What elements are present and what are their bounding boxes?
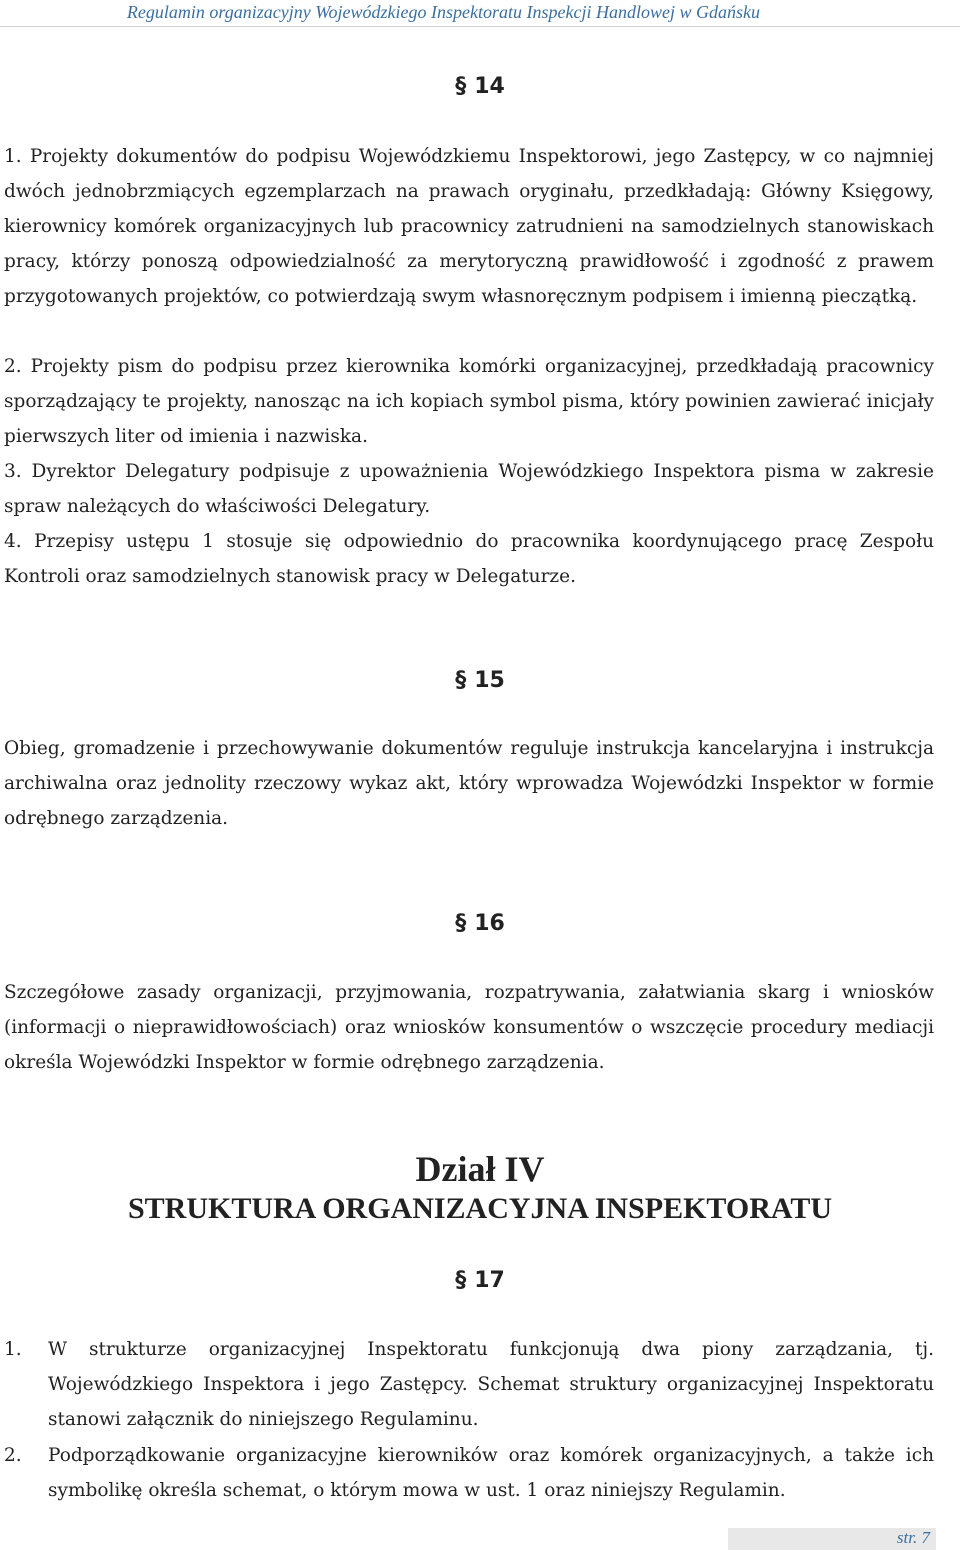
item-text: Projekty pism do podpisu przez kierownika komórki organizacyjnej, przedkładają pracownicy sporządzający te projekty, nanosząc na ich kopiach symbol pisma, który powinien zawierać inicjały pierwszych liter od imienia i nazwiska. xyxy=(4,356,934,447)
section-symbol: § xyxy=(455,911,467,936)
section-number: 16 xyxy=(474,911,505,936)
section-number: 15 xyxy=(474,668,505,693)
item-text: Przepisy ustępu 1 stosuje się odpowiednio do pracownika koordynującego pracę Zespołu Kontroli oraz samodzielnych stanowisk pracy w Delegaturze. xyxy=(4,531,934,587)
section-heading-16 xyxy=(0,911,960,936)
section-symbol: § xyxy=(455,74,467,99)
section-number: 14 xyxy=(474,74,505,99)
section-heading-15 xyxy=(0,668,960,693)
section-symbol: § xyxy=(455,1268,467,1293)
item-number: 1. xyxy=(4,146,22,167)
s14-item-4 xyxy=(4,524,934,594)
s16-paragraph: Szczegółowe zasady organizacji, przyjmowania, rozpatrywania, załatwiania skarg i wniosków (informacji o nieprawidłowościach) oraz wniosków konsumentów o wszczęcie procedury mediacji określa Wojewódzki Inspektor w formie odrębnego zarządzenia. xyxy=(4,982,934,1073)
item-number: 4. xyxy=(4,531,22,552)
running-header xyxy=(0,0,960,27)
page-number: str. 7 xyxy=(896,1528,930,1547)
item-number: 3. xyxy=(4,461,22,482)
s17-item-2 xyxy=(4,1438,934,1508)
item-number: 1. xyxy=(4,1339,22,1360)
s15-paragraph: Obieg, gromadzenie i przechowywanie dokumentów reguluje instrukcja kancelaryjna i instrukcja archiwalna oraz jednolity rzeczowy wykaz akt, który wprowadza Wojewódzki Inspektor w formie odrębnego zarządzenia. xyxy=(4,738,934,829)
item-text: W strukturze organizacyjnej Inspektoratu funkcjonują dwa piony zarządzania, tj. Wojewódzkiego Inspektora i jego Zastępcy. Schemat struktury organizacyjnej Inspektoratu stanowi załącznik do niniejszego Regulaminu. xyxy=(48,1339,934,1430)
chapter-title: Dział IV xyxy=(415,1149,545,1189)
section-heading-14 xyxy=(0,74,960,99)
item-text: Dyrektor Delegatury podpisuje z upoważnienia Wojewódzkiego Inspektora pisma w zakresie spraw należących do właściwości Delegatury. xyxy=(4,461,934,517)
section-number: 17 xyxy=(474,1268,505,1293)
s14-item-2 xyxy=(4,349,934,454)
s17-item-1 xyxy=(4,1332,934,1437)
item-number: 2. xyxy=(4,1445,22,1466)
document-title: Regulamin organizacyjny Wojewódzkiego Inspektoratu Inspekcji Handlowej w Gdańsku xyxy=(126,2,760,22)
item-text: Projekty dokumentów do podpisu Wojewódzkiemu Inspektorowi, jego Zastępcy, w co najmniej dwóch jednobrzmiących egzemplarzach na prawach oryginału, przedkładają: Główny Księgowy, kierownicy komórek organizacyjnych lub pracownicy zatrudnieni na samodzielnych stanowiskach pracy, którzy ponoszą odpowiedzialność za merytoryczną prawidłowość i zgodność z prawem przygotowanych projektów, co potwierdzają swym własnoręcznym podpisem i imienną pieczątką. xyxy=(4,146,935,307)
item-number: 2. xyxy=(4,356,22,377)
section-heading-17 xyxy=(0,1268,960,1293)
s14-item-1 xyxy=(4,139,934,314)
chapter-subtitle: STRUKTURA ORGANIZACYJNA INSPEKTORATU xyxy=(127,1192,832,1225)
item-text: Podporządkowanie organizacyjne kierowników oraz komórek organizacyjnych, a także ich symbolikę określa schemat, o którym mowa w ust. 1 oraz niniejszy Regulamin. xyxy=(48,1445,934,1501)
s14-item-3 xyxy=(4,454,934,524)
section-symbol: § xyxy=(455,668,467,693)
